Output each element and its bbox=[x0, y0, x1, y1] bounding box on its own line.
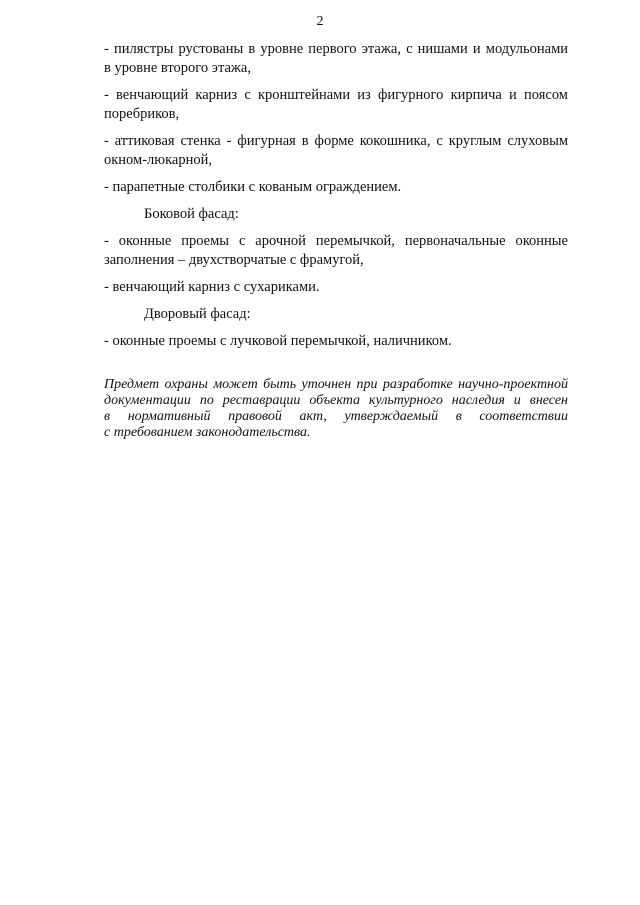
note-line: Предмет охраны может быть уточнен при разработке научно-проектной bbox=[104, 377, 568, 392]
list-item-line: - аттиковая стенка - фигурная в форме кокошника, с круглым слуховым bbox=[104, 133, 568, 149]
list-item-line: поребриков, bbox=[104, 106, 180, 122]
note-line: документации по реставрации объекта культурного наследия и внесен bbox=[104, 393, 568, 408]
note-line: в нормативный правовой акт, утверждаемый в соответствии bbox=[104, 409, 568, 424]
list-item: - оконные проемы с лучковой перемычкой, наличником. bbox=[104, 333, 452, 349]
yard-facade-heading: Дворовый фасад: bbox=[144, 306, 251, 322]
document-body bbox=[104, 40, 568, 441]
list-item-line: - оконные проемы с арочной перемычкой, первоначальные оконные bbox=[104, 233, 568, 249]
list-item-line: - венчающий карниз с кронштейнами из фигурного кирпича и поясом bbox=[104, 87, 568, 103]
note-line: с требованием законодательства. bbox=[104, 425, 311, 440]
protection-note bbox=[104, 377, 568, 441]
list-item-line: заполнения – двухстворчатые с фрамугой, bbox=[104, 252, 364, 268]
list-item: - парапетные столбики с кованым ограждением. bbox=[104, 179, 402, 195]
list-item-line: окном-люкарной, bbox=[104, 152, 213, 168]
page-number: 2 bbox=[316, 14, 324, 29]
list-item bbox=[104, 40, 568, 78]
list-item: - венчающий карниз с сухариками. bbox=[104, 279, 320, 295]
side-facade-heading: Боковой фасад: bbox=[144, 206, 239, 222]
list-item bbox=[104, 232, 568, 270]
list-item bbox=[104, 86, 568, 124]
list-item-line: в уровне второго этажа, bbox=[104, 60, 251, 76]
list-item-line: - пилястры рустованы в уровне первого этажа, с нишами и модульонами bbox=[104, 41, 568, 57]
list-item bbox=[104, 132, 568, 170]
